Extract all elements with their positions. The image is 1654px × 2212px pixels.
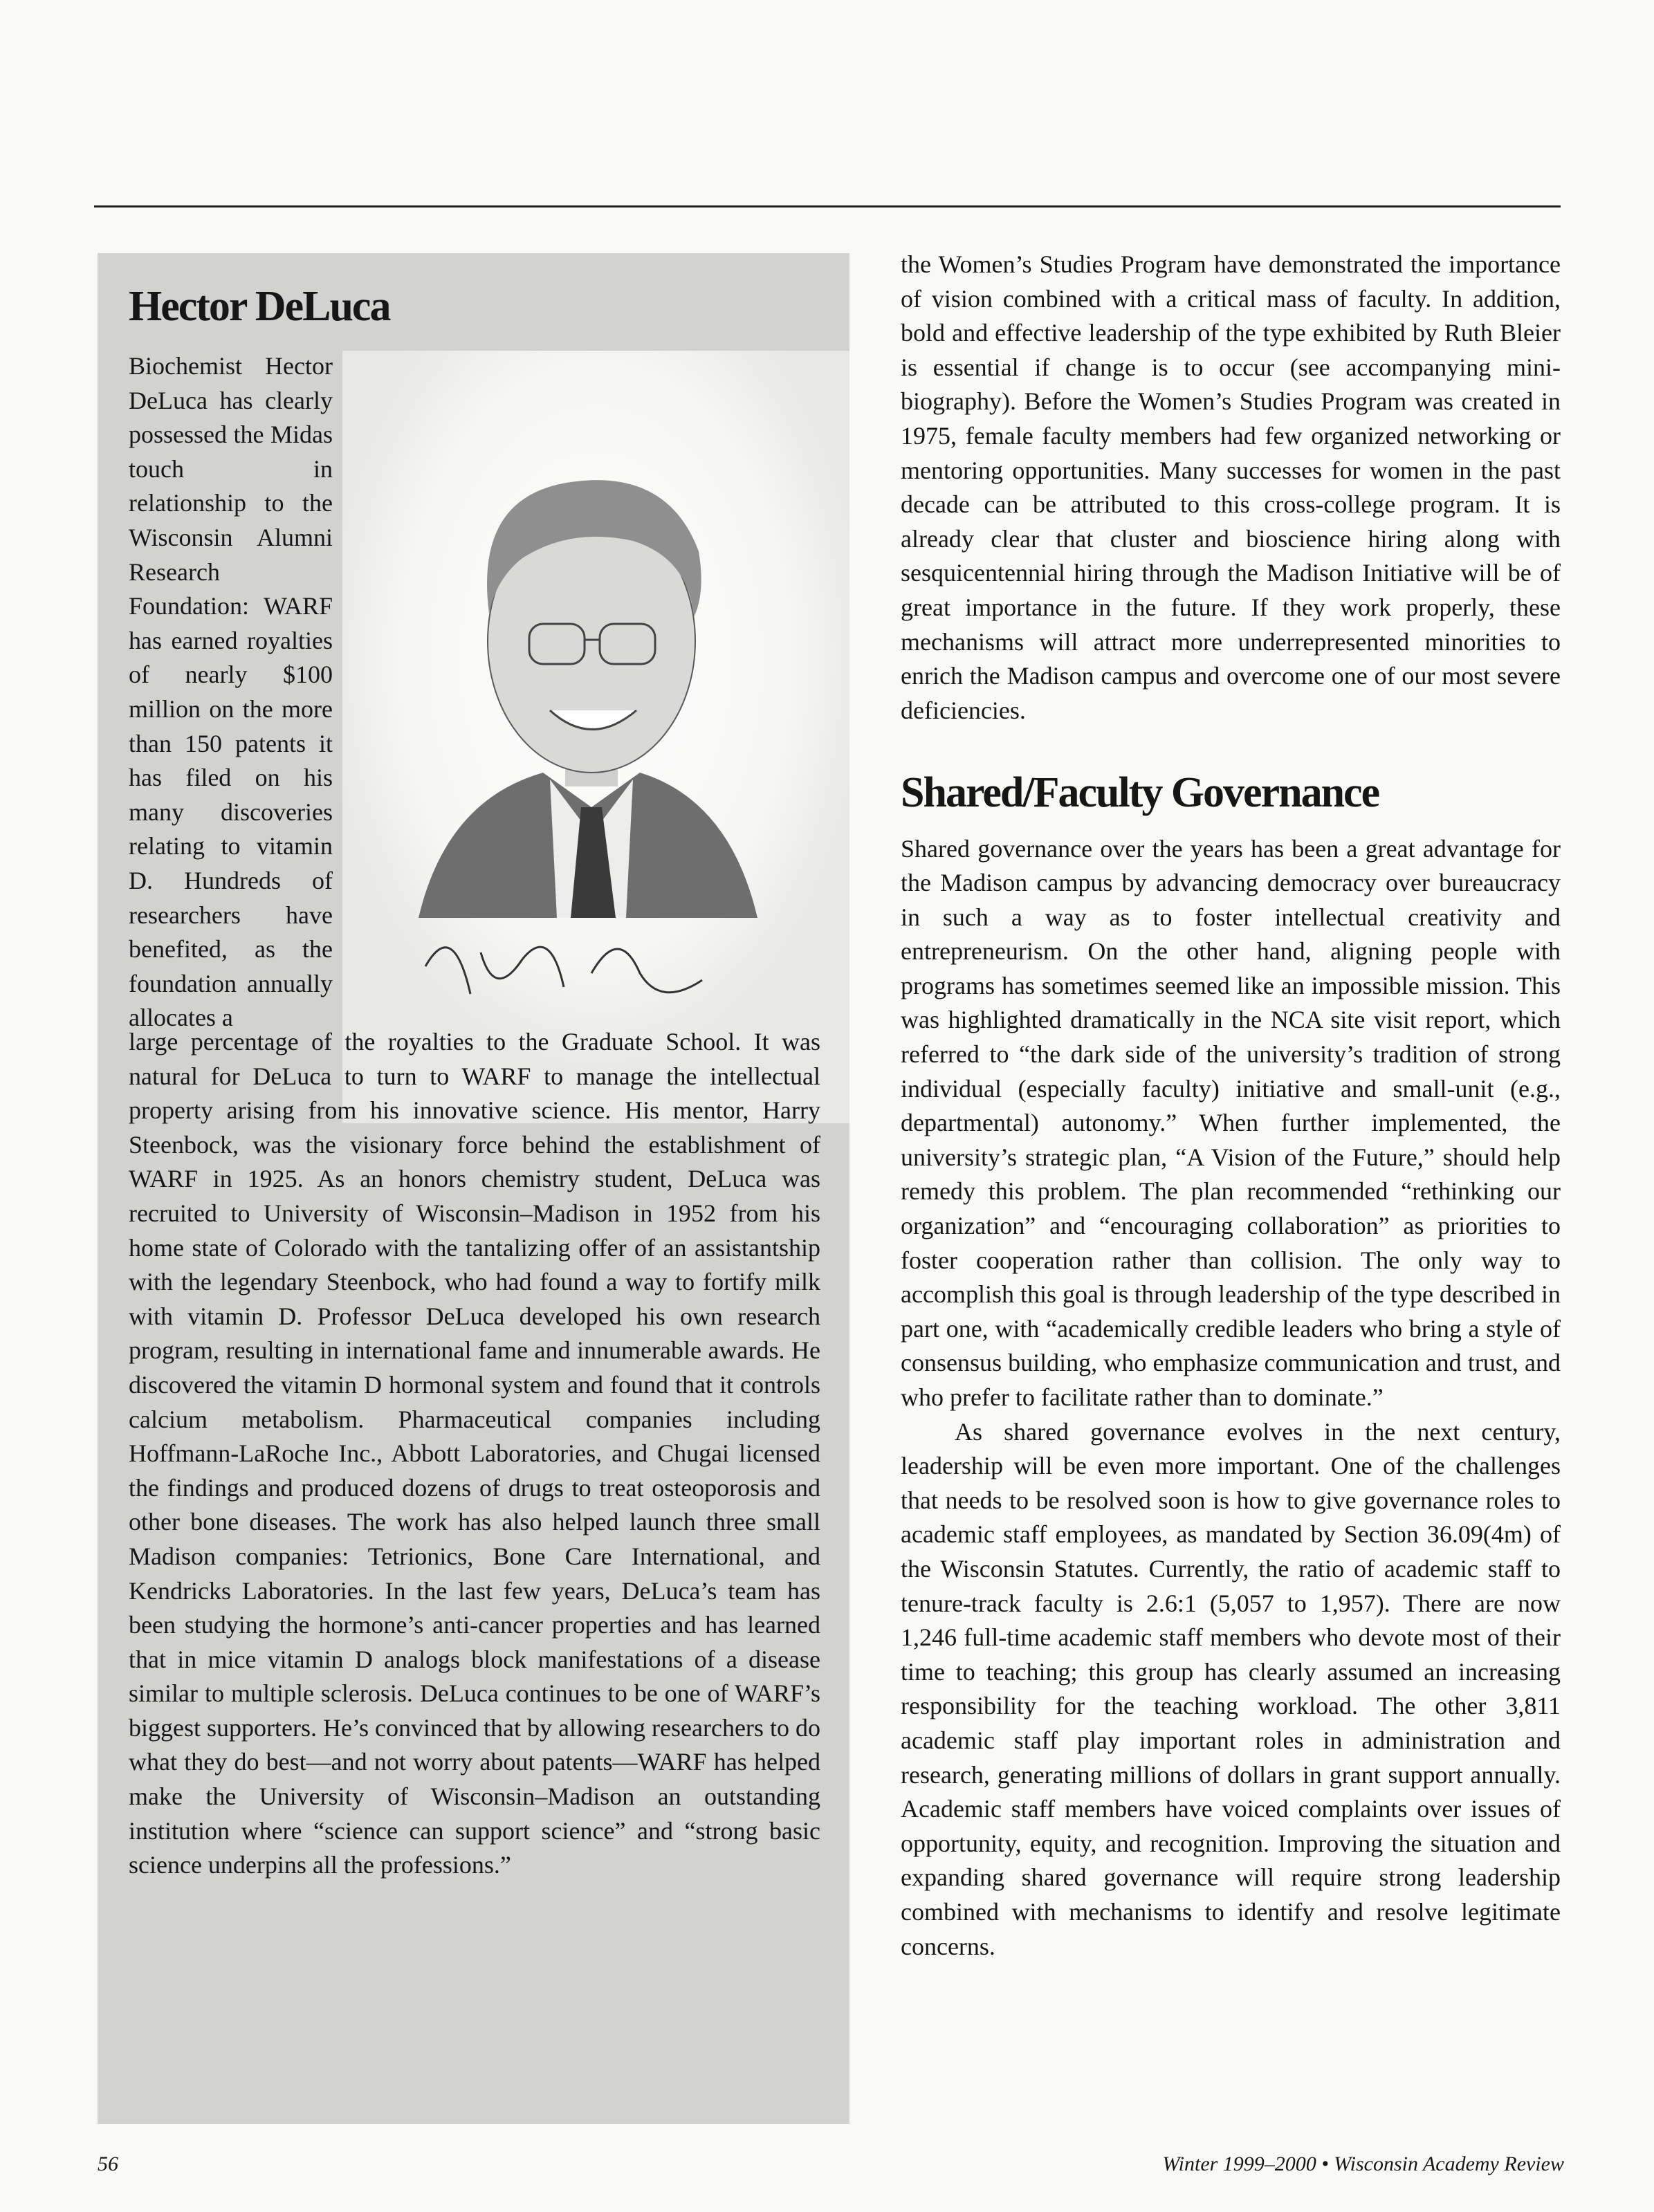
sidebar-box [98,253,849,2124]
section-heading: Shared/Faculty Governance [901,769,1379,817]
portrait-sketch [342,351,849,1123]
header-rule [94,205,1561,208]
portrait-illustration [342,351,849,1123]
body-paragraph: Shared governance over the years has been a great advantage for the Madison campus by advancing democracy over bureaucracy in such a way as to foster intellectual creativity and entrepreneurism. On the other hand, aligning people with programs has sometimes seemed like an impossible mission. This was highlighted dramatically in the NCA site visit report, which referred to “the dark side of the university’s tradition of strong individual (especially faculty) initiative and small-unit (e.g., departmental) autonomy.” When further implemented, the university’s strategic plan, “A Vision of the Future,” should help remedy this problem. The plan recommended “rethinking our organization” and “encouraging collaboration” as priorities to foster cooperation rather than collision. The only way to accomplish this goal is through leadership of the type described in part one, with “academically credible leaders who bring a style of consensus building, who emphasize communication and trust, and who prefer to facilitate rather than to dominate.” [901,834,1561,1411]
sidebar-intro-text: Biochemist Hector DeLuca has clearly possessed the Midas touch in relationship to the Wisconsin Alumni Research Foundation: WARF has earned royalties of nearly $100 million on the more than 150 patents it has filed on his many discoveries relating to vitamin D. Hundreds of researchers have benefited, as the foundation annually allocates a [129,352,333,1032]
sidebar-title: Hector DeLuca [129,283,390,330]
body-paragraph: As shared governance evolves in the next century, leadership will be even more important. One of the challenges that needs to be resolved soon is how to give governance roles to academic staff employees, as mandated by Section 36.09(4m) of the Wisconsin Statutes. Currently, the ratio of academic staff to tenure-track faculty is 2.6:1 (5,057 to 1,957). There are now 1,246 full-time academic staff members who devote most of their time to teaching; this group has clearly assumed an increasing responsibility for the teaching workload. The other 3,811 academic staff play important roles in administration and research, generating millions of dollars in grant support annually. Academic staff members have voiced complaints over issues of opportunity, equity, and recognition. Improving the situation and expanding shared governance will require strong leadership combined with mechanisms to identify and resolve legitimate concerns. [901,1417,1561,1960]
main-column [901,248,1561,1964]
lead-paragraph: the Women’s Studies Program have demonstrated the importance of vision combined with a critical mass of faculty. In addition, bold and effective leadership of the type exhibited by Ruth Bleier is essential if change is to occur (see accompanying mini-biography). Before the Women’s Studies Program was created in 1975, female faculty members had few organized networking or mentoring opportunities. Many successes for women in the past decade can be attributed to this cross-college program. It is already clear that cluster and bioscience hiring along with sesquicentennial hiring through the Madison Initiative will be of great importance in the future. If they work properly, these mechanisms will attract more underrepresented minorities to enrich the Madison campus and overcome one of our most severe deficiencies. [901,250,1561,724]
page-number: 56 [98,2153,118,2175]
sidebar-header-band [98,253,849,350]
running-footer: Winter 1999–2000 • Wisconsin Academy Review [1162,2153,1564,2175]
sidebar-continued-text: large percentage of the royalties to the Graduate School. It was natural for DeLuca to turn to WARF to manage the intellectual property arising from his innovative science. His mentor, Harry Steenbock, was the visionary force behind the establishment of WARF in 1925. As an honors chemistry student, DeLuca was recruited to University of Wisconsin–Madison in 1952 from his home state of Colorado with the tantalizing offer of an assistantship with the legendary Steenbock, who had found a way to fortify milk with vitamin D. Professor DeLuca developed his own research program, resulting in international fame and innumerable awards. He discovered the vitamin D hormonal system and found that it controls calcium metabolism. Pharmaceutical companies including Hoffmann-LaRoche Inc., Abbott Laboratories, and Chugai licensed the findings and produced dozens of drugs to treat osteoporosis and other bone diseases. The work has also helped launch three small Madison companies: Tetrionics, Bone Care International, and Kendricks Laboratories. In the last few years, DeLuca’s team has been studying the hormone’s anti-cancer properties and has learned that in mice vitamin D analogs block manifestations of a disease similar to multiple sclerosis. DeLuca continues to be one of WARF’s biggest supporters. He’s convinced that by allowing researchers to do what they do best—and not worry about patents—WARF has helped make the University of Wisconsin–Madison an outstanding institution where “science can support science” and “strong basic science underpins all the professions.” [129,1028,820,1879]
